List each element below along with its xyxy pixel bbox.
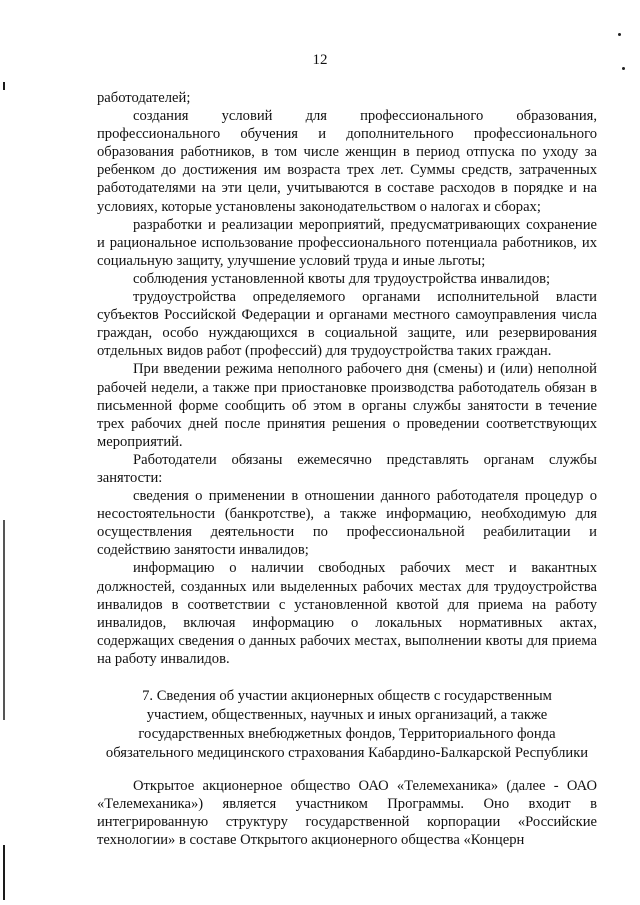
section-heading-line: участием, общественных, научных и иных организаций, а также xyxy=(146,707,548,723)
paragraph: создания условий для профессионального образования, профессионального обучения и дополнительного профессионального образования работников, в том числе женщин в период отпуска по уходу за ребенком до достижения им возраста трех лет. Суммы средств, затраченных работодателями на эти цели, учитываются в составе расходов в порядке и на условиях, которые установлены законодательством о налогах и сборах; xyxy=(97,108,597,215)
scan-artifact xyxy=(618,33,621,36)
scan-artifact xyxy=(3,520,5,720)
paragraph: При введении режима неполного рабочего дня (смены) и (или) неполной рабочей недели, а также при приостановке производства работодатель обязан в письменной форме сообщить об этом в органы службы занятости в течение трех рабочих дней после принятия решения о проведении соответствующих мероприятий. xyxy=(97,361,597,450)
paragraph: сведения о применении в отношении данного работодателя процедур о несостоятельности (банкротстве), а также информацию, необходимую для осуществления деятельности по профессиональной реабилитации и содействию занятости инвалидов; xyxy=(97,488,597,559)
paragraph: трудоустройства определяемого органами исполнительной власти субъектов Российской Федерации и органами местного самоуправления числа граждан, особо нуждающихся в социальной защите, или резервирования отдельных видов работ (профессий) для трудоустройства таких граждан. xyxy=(97,289,597,360)
section-heading-line: государственных внебюджетных фондов, Территориального фонда xyxy=(138,726,556,742)
paragraph: разработки и реализации мероприятий, предусматривающих сохранение и рациональное использование профессионального потенциала работников, их социальную защиту, улучшение условий труда и иные льготы; xyxy=(97,216,597,269)
paragraph: соблюдения установленной квоты для трудоустройства инвалидов; xyxy=(133,270,551,287)
page-number: 12 xyxy=(312,52,328,68)
document-body xyxy=(97,89,597,849)
paragraph: работодателей; xyxy=(97,90,191,106)
scan-artifact xyxy=(3,82,5,90)
scan-artifact xyxy=(3,845,5,900)
section-heading xyxy=(97,687,597,763)
scan-artifact xyxy=(622,67,625,70)
section-heading-line: 7. Сведения об участии акционерных обществ с государственным xyxy=(142,688,552,704)
paragraph: Открытое акционерное общество ОАО «Телемеханика» (далее - ОАО «Телемеханика») является участником Программы. Оно входит в интегрированную структуру государственной корпорации «Российские технологии» в составе Открытого акционерного общества «Концерн xyxy=(97,778,597,849)
section-heading-line: обязательного медицинского страхования Кабардино-Балкарской Республики xyxy=(105,745,589,761)
paragraph: Работодатели обязаны ежемесячно представлять органам службы занятости: xyxy=(97,451,597,486)
paragraph: информацию о наличии свободных рабочих мест и вакантных должностей, созданных или выделенных рабочих местах для трудоустройства инвалидов в соответствии с установленной квотой для приема на работу инвалидов, включая информацию о локальных нормативных актах, содержащих сведения о данных рабочих местах, выполнении квоты для приема на работу инвалидов. xyxy=(97,560,597,667)
